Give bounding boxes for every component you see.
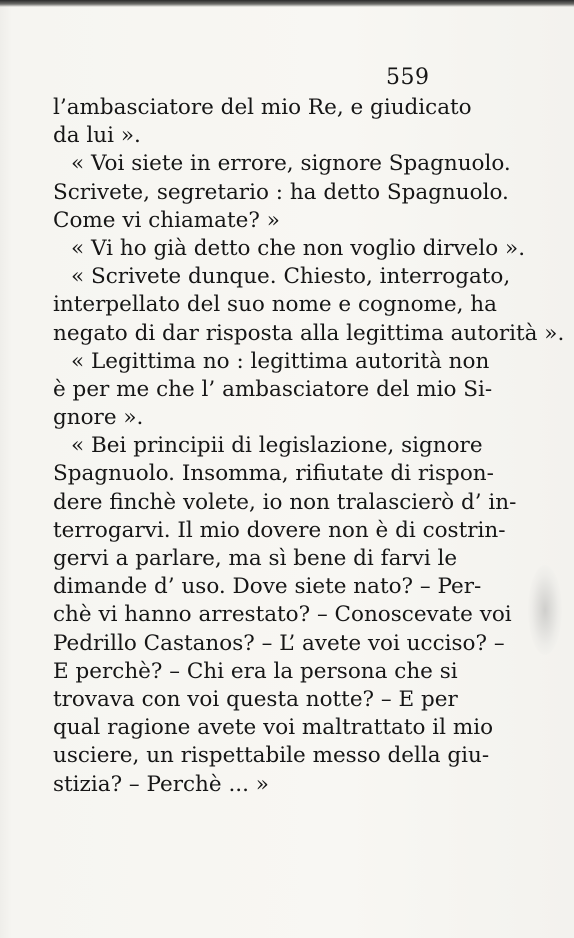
text-line: l’ambasciatore del mio Re, e giudicato <box>53 95 472 120</box>
text-line: Come vi chiamate? » <box>53 207 280 233</box>
body-text <box>53 94 565 799</box>
text-line: interpellato del suo nome e cognome, ha <box>53 292 497 318</box>
text-line: Pedrillo Castanos? – L’ avete voi ucciso? – <box>53 630 505 656</box>
text-line: negato di dar risposta alla legittima autorità ». <box>53 320 565 346</box>
text-line: usciere, un rispettabile messo della giu- <box>53 743 490 769</box>
text-line: « Bei principii di legislazione, signore <box>71 433 483 459</box>
page-number: 559 <box>386 65 430 90</box>
text-line: è per me che l’ ambasciatore del mio Si- <box>53 376 493 402</box>
text-line: Spagnuolo. Insomma, rifiutate di rispon- <box>53 461 494 487</box>
text-line: stizia? – Perchè ... » <box>53 771 269 797</box>
text-line: dere finchè volete, io non tralascierò d’ in- <box>53 489 517 515</box>
text-line: Scrivete, segretario : ha detto Spagnuolo. <box>53 179 509 205</box>
text-line: da lui ». <box>53 123 141 149</box>
text-line: « Scrivete dunque. Chiesto, interrogato, <box>71 264 511 290</box>
text-line: dimande d’ uso. Dove siete nato? – Per- <box>53 574 482 600</box>
text-line: gnore ». <box>53 405 144 431</box>
text-line: trovava con voi questa notte? – E per <box>53 686 458 712</box>
text-line: « Voi siete in errore, signore Spagnuolo. <box>71 151 511 177</box>
paper-smudge <box>528 565 562 655</box>
text-line: E perchè? – Chi era la persona che si <box>53 658 458 684</box>
text-line: qual ragione avete voi maltrattato il mio <box>53 715 494 741</box>
text-line: « Legittima no : legittima autorità non <box>71 348 490 374</box>
text-line: terrogarvi. Il mio dovere non è di costrin- <box>53 517 506 543</box>
text-line: gervi a parlare, ma sì bene di farvi le <box>53 546 458 571</box>
text-line: « Vi ho già detto che non voglio dirvelo ». <box>71 235 526 261</box>
page-top-edge <box>0 0 574 7</box>
text-line: chè vi hanno arrestato? – Conoscevate voi <box>53 602 512 628</box>
